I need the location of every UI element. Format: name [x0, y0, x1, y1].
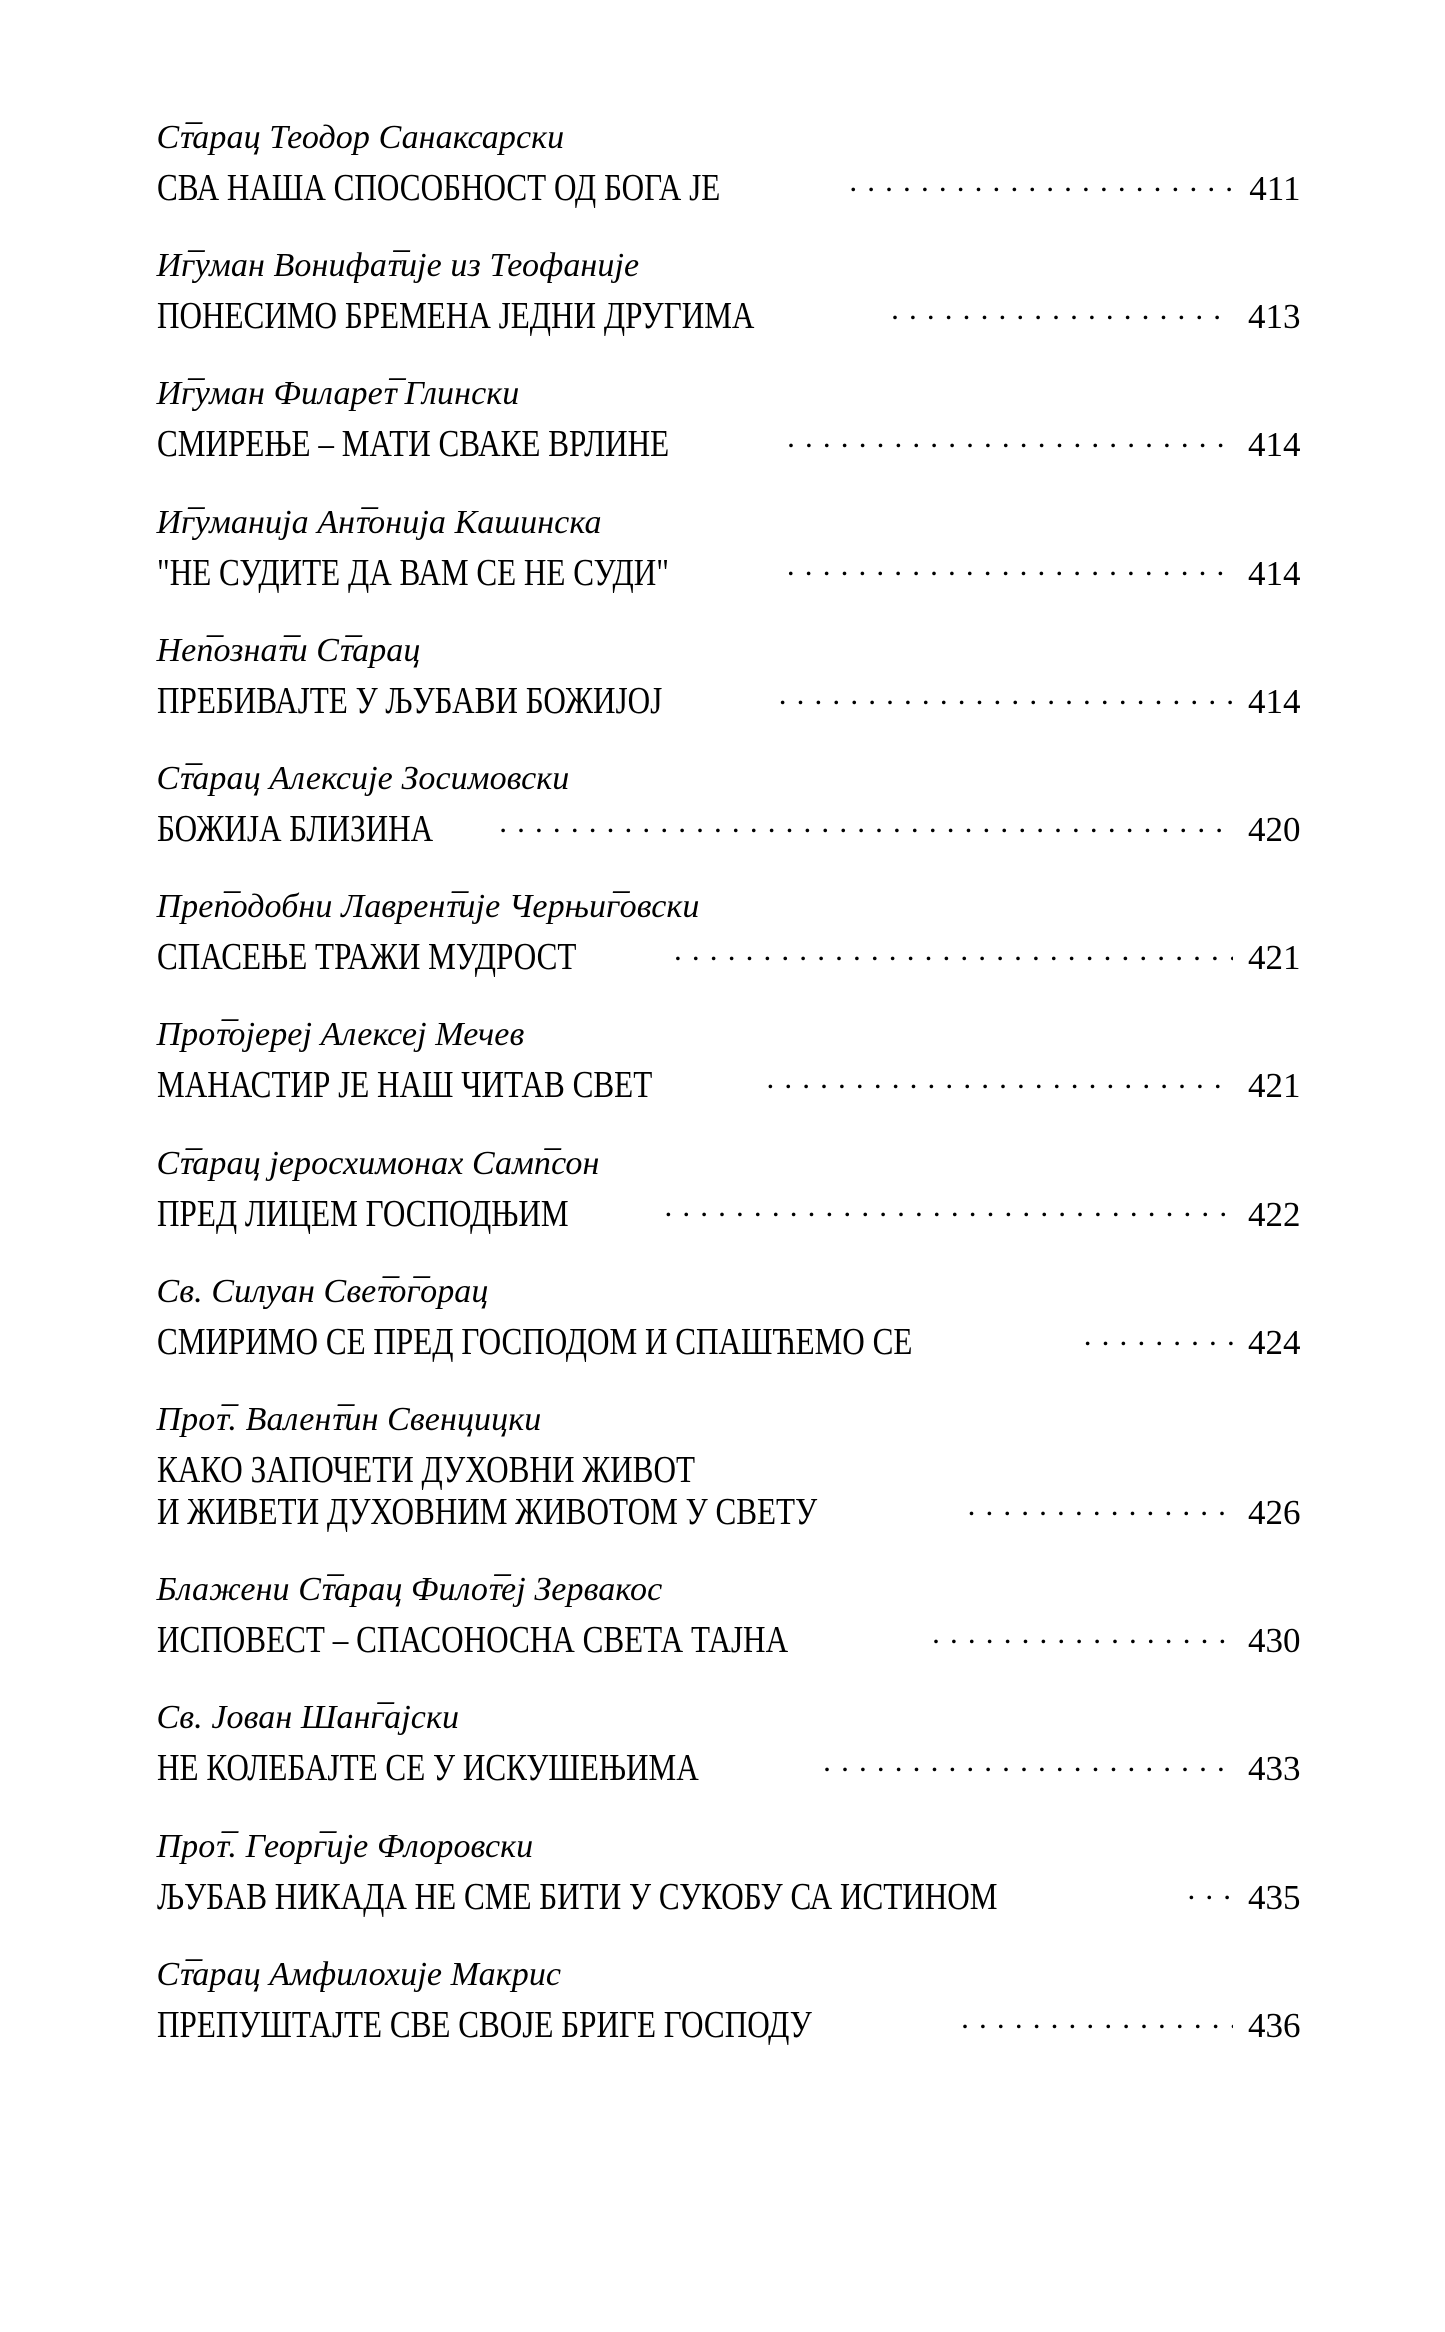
toc-entry-title-block — [157, 422, 1301, 466]
toc-entry-title-row — [157, 1746, 1301, 1790]
toc-entry-title-block — [157, 807, 1301, 851]
dot-leader — [787, 569, 1233, 585]
toc-entry[interactable] — [157, 1144, 1301, 1236]
toc-entry-title-row — [157, 551, 1301, 595]
toc-entry-author: Проᴛ̅. Валенᴛ̅ин Свенцицки — [156, 1400, 542, 1438]
toc-entry-title-line: ИСПОВЕСТ – СПАСОНОСНА СВЕТА ТАЈНА — [156, 1619, 788, 1662]
toc-entry-title-line: СВА НАША СПОСОБНОСТ ОД БОГА ЈЕ — [156, 167, 720, 210]
toc-entry-author: Св. Силуан Свеᴛ̅оᴦ̅орац — [156, 1272, 489, 1310]
toc-entry-title-line: ПРЕБИВАЈТЕ У ЉУБАВИ БОЖИЈОЈ — [156, 679, 662, 722]
dot-leader — [766, 1081, 1232, 1097]
toc-entry-title-line: СМИРЕЊЕ – МАТИ СВАКЕ ВРЛИНЕ — [156, 423, 669, 466]
toc-entry-page-number: 424 — [1248, 1322, 1301, 1362]
toc-entry-title-line: ЉУБАВ НИКАДА НЕ СМЕ БИТИ У СУКОБУ СА ИСТИНОМ — [156, 1875, 997, 1918]
toc-entry-title-block — [157, 935, 1301, 979]
toc-entry-title-line: СМИРИМО СЕ ПРЕД ГОСПОДОМ И СПАШЋЕМО СЕ — [156, 1320, 912, 1363]
toc-entry[interactable] — [157, 1015, 1301, 1107]
dot-leader — [968, 1508, 1233, 1524]
toc-entry-author: Сᴛ̅арац Алексије Зосимовски — [156, 759, 570, 797]
toc-entry-title-row — [157, 1320, 1301, 1364]
toc-entry-title-row — [157, 2003, 1301, 2047]
toc-entry[interactable] — [157, 1272, 1301, 1364]
toc-entry[interactable] — [157, 887, 1301, 979]
toc-entry-title-block — [157, 166, 1301, 210]
toc-entry-title-line: И ЖИВЕТИ ДУХОВНИМ ЖИВОТОМ У СВЕТУ — [156, 1491, 817, 1534]
toc-entry-title-row — [157, 679, 1301, 723]
toc-entry-author: Неᴨ̅ознаᴛ̅и Сᴛ̅арац — [156, 631, 421, 669]
toc-entry-page-number: 414 — [1248, 425, 1301, 465]
toc-entry-title-row — [157, 935, 1301, 979]
toc-entry-title-row — [157, 1618, 1301, 1662]
toc-entry-author: Преᴨ̅одобни Лавренᴛ̅ије Черњиᴦ̅овски — [156, 888, 700, 926]
toc-entry-title-line: МАНАСТИР ЈЕ НАШ ЧИТАВ СВЕТ — [156, 1064, 652, 1107]
toc-entry-title-block — [157, 1192, 1301, 1236]
toc-entry[interactable] — [157, 503, 1301, 595]
toc-entry-page-number: 436 — [1248, 2005, 1301, 2045]
toc-entry-page-number: 426 — [1248, 1493, 1301, 1533]
toc-entry-title-block — [157, 294, 1301, 338]
toc-entry[interactable] — [157, 246, 1301, 338]
toc-entry-title-row — [157, 807, 1301, 851]
toc-entry-title-block — [157, 679, 1301, 723]
toc-entry-title-block — [157, 1746, 1301, 1790]
dot-leader — [849, 184, 1232, 200]
dot-leader — [961, 2021, 1232, 2037]
toc-entry-page-number: 414 — [1248, 553, 1301, 593]
toc-entry-author: Иᴦ̅уман Филареᴛ̅ Глински — [156, 375, 520, 413]
toc-entry[interactable] — [157, 374, 1301, 466]
toc-entry-author: Иᴦ̅уманија Анᴛ̅онија Кашинска — [156, 503, 602, 541]
toc-entry-title-block — [157, 1448, 1301, 1534]
toc-entry-title-block — [157, 551, 1301, 595]
toc-entry[interactable] — [157, 1827, 1301, 1919]
toc-entry-author: Св. Јован Шанᴦ̅ајски — [156, 1699, 460, 1737]
toc-entry-title-line: НЕ КОЛЕБАЈТЕ СЕ У ИСКУШЕЊИМА — [156, 1747, 699, 1790]
toc-entry-page-number: 421 — [1248, 938, 1301, 978]
toc-entry-page-number: 430 — [1248, 1621, 1301, 1661]
dot-leader — [891, 312, 1232, 328]
toc-entry-author: Сᴛ̅арац јеросхимонах Самᴨ̅сон — [156, 1144, 600, 1182]
toc-entry-author: Проᴛ̅ојереј Алексеј Мечев — [156, 1016, 525, 1054]
toc-entry-page-number: 411 — [1249, 169, 1301, 209]
toc-entry-title-row — [157, 1490, 1301, 1534]
toc-entry-title-row — [157, 166, 1301, 210]
toc-entry-title-line: ПОНЕСИМО БРЕМЕНА ЈЕДНИ ДРУГИМА — [156, 295, 754, 338]
toc-entry-title-row — [157, 1875, 1301, 1919]
dot-leader — [932, 1636, 1232, 1652]
toc-entry[interactable] — [157, 1698, 1301, 1790]
toc-entry-title-line: СПАСЕЊЕ ТРАЖИ МУДРОСТ — [156, 936, 576, 979]
toc-entry[interactable] — [157, 631, 1301, 723]
toc-entry-page-number: 414 — [1248, 681, 1301, 721]
toc-entry-page-number: 433 — [1248, 1749, 1301, 1789]
dot-leader — [787, 440, 1232, 456]
toc-entry-title-block — [157, 1875, 1301, 1919]
toc-entry-title-row — [157, 1063, 1301, 1107]
dot-leader — [1188, 1893, 1233, 1909]
toc-list — [133, 118, 1313, 2047]
toc-entry-title-line: БОЖИЈА БЛИЗИНА — [156, 808, 433, 851]
toc-entry-author: Сᴛ̅арац Теодор Санаксарски — [156, 119, 565, 156]
toc-entry[interactable] — [157, 759, 1301, 851]
toc-entry[interactable] — [157, 1955, 1301, 2047]
toc-entry-title-line: "НЕ СУДИТЕ ДА ВАМ СЕ НЕ СУДИ" — [156, 551, 669, 594]
toc-entry-page-number: 435 — [1248, 1877, 1301, 1917]
toc-entry-title-row — [157, 294, 1301, 338]
dot-leader — [1084, 1338, 1233, 1354]
dot-leader — [674, 953, 1233, 969]
toc-entry[interactable] — [157, 1400, 1301, 1534]
toc-entry-author: Блажени Сᴛ̅арац Филоᴛ̅еј Зервакос — [156, 1571, 663, 1609]
toc-entry-title-line: КАКО ЗАПОЧЕТИ ДУХОВНИ ЖИВОТ — [156, 1448, 695, 1491]
toc-entry-title-row — [157, 422, 1301, 466]
toc-entry-author: Сᴛ̅арац Амфилохије Макрис — [156, 1955, 562, 1993]
toc-entry-page-number: 421 — [1248, 1066, 1301, 1106]
toc-entry-title-block — [157, 1618, 1301, 1662]
dot-leader — [779, 697, 1233, 713]
toc-entry-author: Проᴛ̅. Георᴦ̅ије Флоровски — [156, 1827, 534, 1865]
toc-entry-page-number: 420 — [1248, 810, 1301, 850]
toc-entry-title-line: ПРЕПУШТАЈТЕ СВЕ СВОЈЕ БРИГЕ ГОСПОДУ — [156, 2003, 812, 2046]
toc-entry-title-block — [157, 2003, 1301, 2047]
dot-leader — [499, 825, 1232, 841]
toc-entry-author: Иᴦ̅уман Вонифаᴛ̅ије из Теофаније — [156, 247, 640, 285]
toc-entry-title-block — [157, 1063, 1301, 1107]
toc-entry[interactable] — [157, 1570, 1301, 1662]
toc-entry-page-number: 413 — [1248, 297, 1301, 337]
toc-entry-title-line: ПРЕД ЛИЦЕМ ГОСПОДЊИМ — [156, 1192, 569, 1235]
toc-entry[interactable] — [157, 118, 1301, 210]
toc-entry-title-block — [157, 1320, 1301, 1364]
dot-leader — [664, 1210, 1232, 1226]
dot-leader — [823, 1764, 1232, 1780]
toc-entry-page-number: 422 — [1248, 1194, 1301, 1234]
toc-entry-title-row — [157, 1192, 1301, 1236]
